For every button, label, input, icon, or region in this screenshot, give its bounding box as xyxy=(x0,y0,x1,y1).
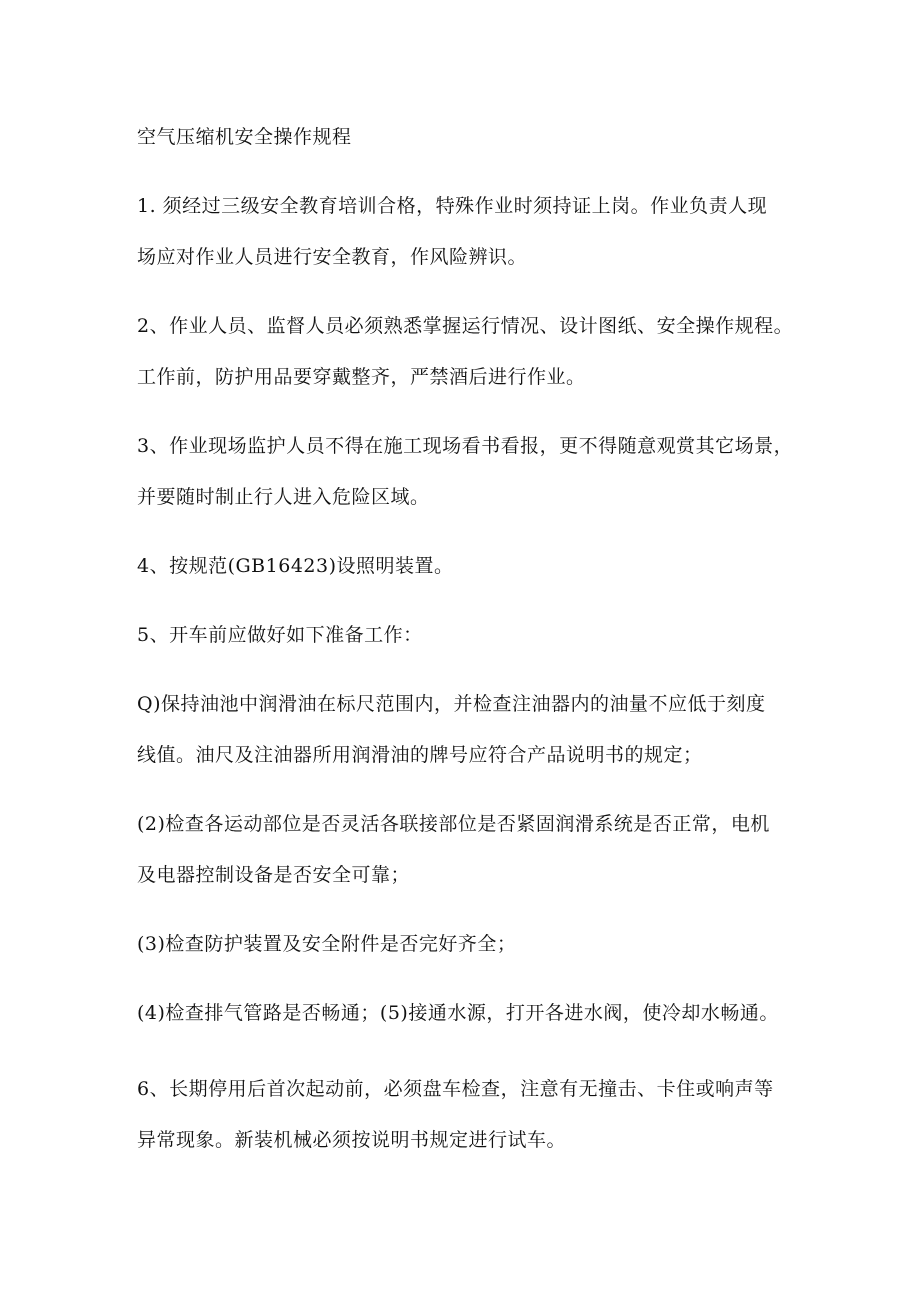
paragraph-line: 4、按规范(GB16423)设照明装置。 xyxy=(137,555,454,577)
paragraph-line: 工作前，防护用品要穿戴整齐，严禁酒后进行作业。 xyxy=(137,366,586,388)
paragraph-line: 3、作业现场监护人员不得在施工现场看书看报，更不得随意观赏其它场景， xyxy=(137,435,794,457)
paragraph-line: Q)保持油池中润滑油在标尺范围内，并检查注油器内的油量不应低于刻度 xyxy=(137,693,766,715)
paragraph-line: (3)检查防护装置及安全附件是否完好齐全； xyxy=(137,933,517,955)
paragraph-line: 并要随时制止行人进入危险区域。 xyxy=(137,486,430,508)
paragraph-1 xyxy=(137,189,805,274)
paragraph-line: 线值。油尺及注油器所用润滑油的牌号应符合产品说明书的规定； xyxy=(137,744,703,766)
paragraph-4 xyxy=(137,549,805,583)
paragraph-line: 2、作业人员、监督人员必须熟悉掌握运行情况、设计图纸、安全操作规程。 xyxy=(137,315,794,337)
paragraph-line: 6、长期停用后首次起动前，必须盘车检查，注意有无撞击、卡住或响声等 xyxy=(137,1078,774,1100)
paragraph-5 xyxy=(137,618,805,652)
paragraph-line: (4)检查排气管路是否畅通；(5)接通水源，打开各进水阀，使冷却水畅通。 xyxy=(137,1002,779,1024)
document-body xyxy=(137,120,805,1192)
document-title: 空气压缩机安全操作规程 xyxy=(137,126,352,148)
paragraph-line: 5、开车前应做好如下准备工作： xyxy=(137,624,423,646)
paragraph-line: (2)检查各运动部位是否灵活各联接部位是否紧固润滑系统是否正常，电机 xyxy=(137,813,770,835)
paragraph-line: 场应对作业人员进行安全教育，作风险辨识。 xyxy=(137,246,528,268)
paragraph-3 xyxy=(137,429,805,514)
paragraph-10 xyxy=(137,1072,805,1157)
paragraph-9 xyxy=(137,996,805,1030)
paragraph-line: 及电器控制设备是否安全可靠； xyxy=(137,864,411,886)
paragraph-line: 异常现象。新装机械必须按说明书规定进行试车。 xyxy=(137,1129,567,1151)
paragraph-line: 1. 须经过三级安全教育培训合格，特殊作业时须持证上岗。作业负责人现 xyxy=(137,195,768,217)
paragraph-2 xyxy=(137,309,805,394)
paragraph-7 xyxy=(137,807,805,892)
paragraph-8 xyxy=(137,927,805,961)
paragraph-6 xyxy=(137,687,805,772)
